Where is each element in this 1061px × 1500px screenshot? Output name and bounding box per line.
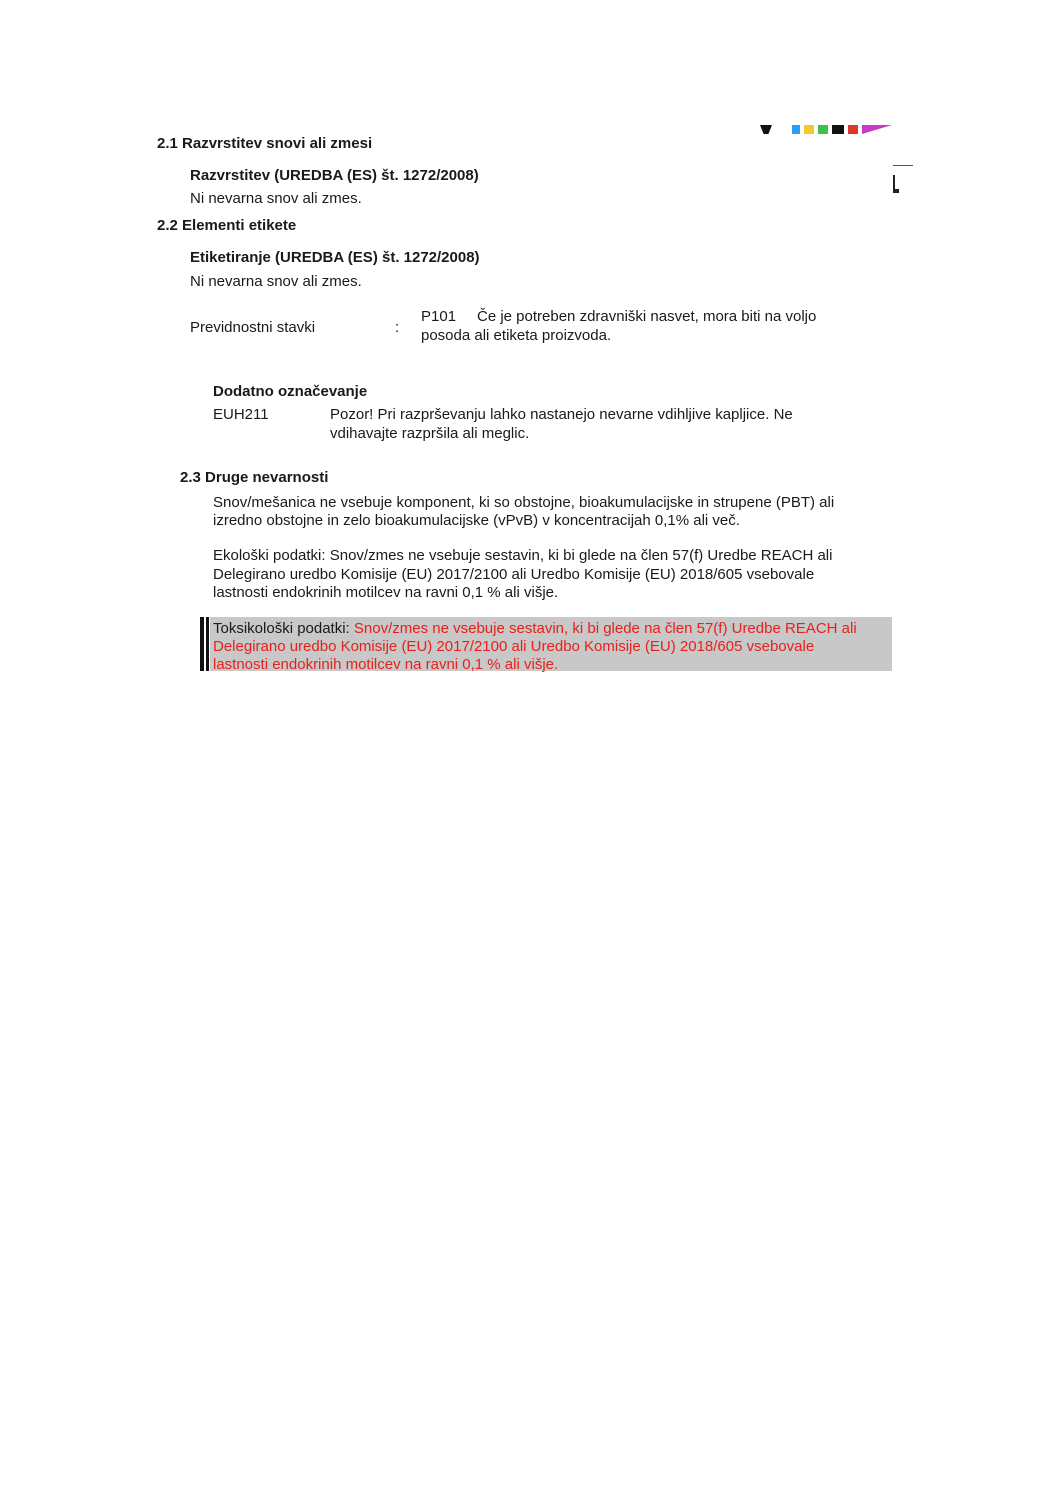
corner-bracket-icon [893,165,913,193]
section-2-3-heading: 2.3 Druge nevarnosti [180,469,329,486]
change-bar [200,617,204,671]
section-2-2-subheading: Etiketiranje (UREDBA (ES) št. 1272/2008) [190,249,480,266]
section-2-1-heading: 2.1 Razvrstitev snovi ali zmesi [157,135,373,152]
eco-line-1: Ekološki podatki: Snov/zmes ne vsebuje sestavin, ki bi glede na člen 57(f) Uredbe REACH ali [213,547,833,564]
precaution-code: P101 [421,308,457,325]
tox-line-1 [213,619,857,638]
tox-line-2: Delegirano uredbo Komisije (EU) 2017/2100 ali Uredbo Komisije (EU) 2018/605 vsebovale [213,638,815,655]
precaution-separator: : [395,319,400,336]
section-2-2-text: Ni nevarna snov ali zmes. [190,273,362,290]
precaution-line-2: posoda ali etiketa proizvoda. [421,327,612,344]
section-2-1-subheading: Razvrstitev (UREDBA (ES) št. 1272/2008) [190,167,479,184]
tox-changed-text-1: Snov/zmes ne vsebuje sestavin, ki bi glede na člen 57(f) Uredbe REACH ali [353,620,857,637]
precaution-label: Previdnostni stavki [190,319,316,336]
pbt-line-2: izredno obstojne in zelo bioakumulacijske (vPvB) v koncentracijah 0,1% ali več. [213,512,740,529]
extra-labeling-line-2: vdihavajte razpršila ali meglic. [330,425,530,442]
eco-line-3: lastnosti endokrinih motilcev na ravni 0,1 % ali višje. [213,584,559,601]
pbt-line-1: Snov/mešanica ne vsebuje komponent, ki so obstojne, bioakumulacijske in strupene (PBT) ali [213,494,835,511]
tox-label: Toksikološki podatki: [213,620,350,637]
section-2-1-text: Ni nevarna snov ali zmes. [190,190,362,207]
eco-line-2: Delegirano uredbo Komisije (EU) 2017/2100 ali Uredbo Komisije (EU) 2018/605 vsebovale [213,566,815,583]
extra-labeling-code: EUH211 [213,406,269,423]
precaution-line-1: Če je potreben zdravniški nasvet, mora biti na voljo [477,308,817,325]
extra-labeling-heading: Dodatno označevanje [213,383,368,400]
tox-line-3: lastnosti endokrinih motilcev na ravni 0,1 % ali višje. [213,656,559,673]
extra-labeling-line-1: Pozor! Pri razprševanju lahko nastanejo nevarne vdihljive kapljice. Ne [330,406,793,423]
change-bar [206,617,209,671]
logo-fragment [760,125,910,134]
section-2-2-heading: 2.2 Elementi etikete [157,217,297,234]
